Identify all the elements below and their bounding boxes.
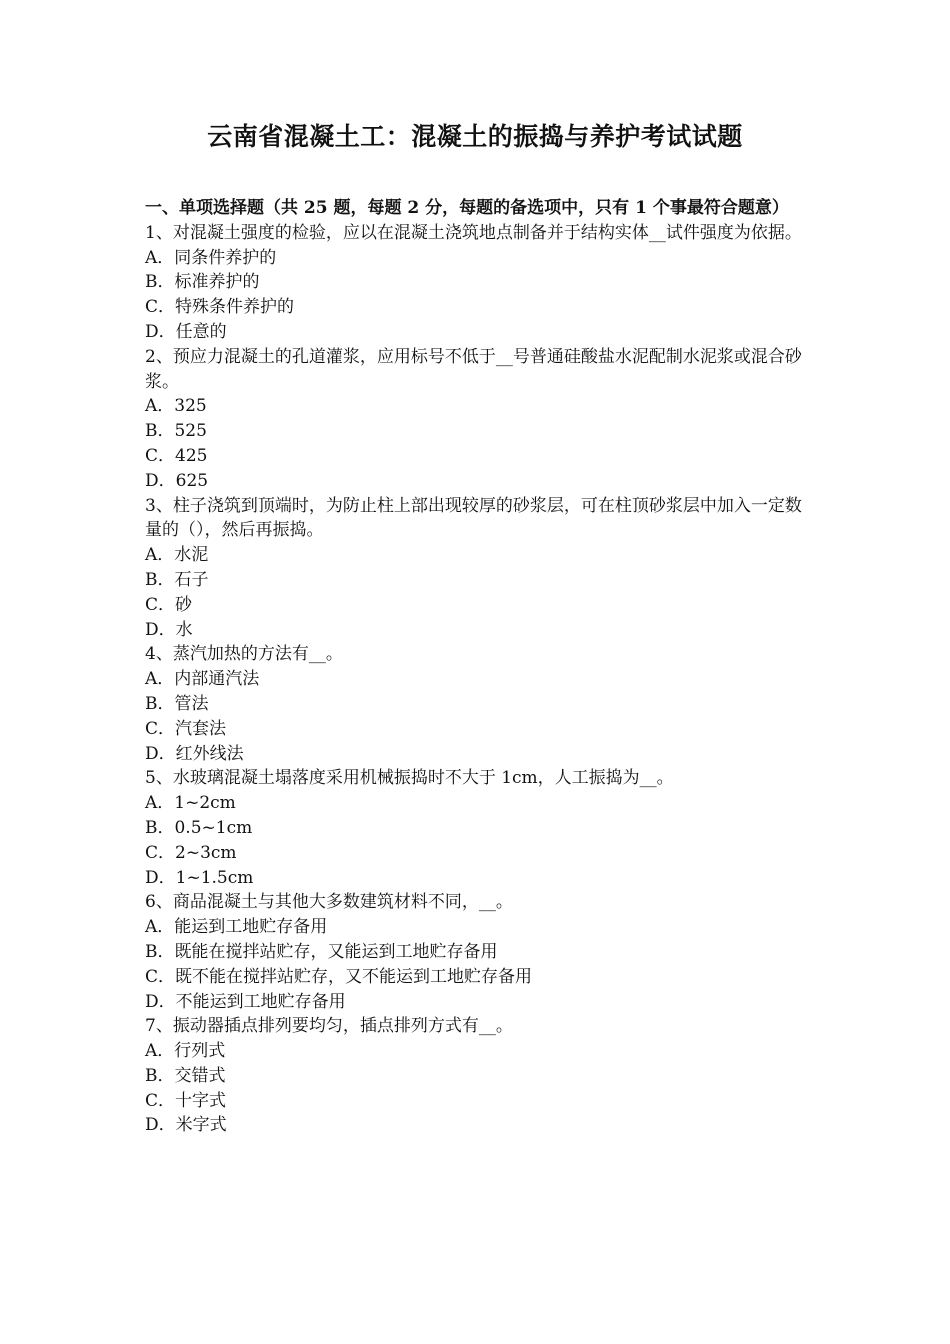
- option-b: B．0.5~1cm: [145, 817, 253, 838]
- option-c: C．既不能在搅拌站贮存，又不能运到工地贮存备用: [145, 966, 533, 987]
- question-text: 5、水玻璃混凝土塌落度采用机械振捣时不大于 1cm，人工振捣为__。: [145, 768, 674, 789]
- option-d: D．水: [145, 619, 193, 640]
- option-b: B．标准养护的: [145, 272, 260, 293]
- question-text: 6、商品混凝土与其他大多数建筑材料不同，__。: [145, 892, 513, 913]
- option-b: B．交错式: [145, 1065, 226, 1086]
- option-c: C．汽套法: [145, 718, 227, 739]
- section-heading: 一、单项选择题（共 25 题，每题 2 分，每题的备选项中，只有 1 个事最符合题意）: [145, 198, 789, 218]
- option-c: C．2~3cm: [145, 842, 237, 863]
- question-5: [145, 766, 810, 890]
- option-a: A．行列式: [145, 1041, 226, 1062]
- option-b: B．管法: [145, 693, 209, 714]
- option-c: C．砂: [145, 594, 193, 615]
- option-b: B．525: [145, 421, 207, 442]
- option-d: D．米字式: [145, 1115, 227, 1136]
- question-text: 3、柱子浇筑到顶端时，为防止柱上部出现较厚的砂浆层，可在柱顶砂浆层中加入一定数量的（），然后再振捣。: [145, 495, 802, 541]
- question-2: [145, 345, 810, 494]
- exam-content: [145, 196, 810, 1138]
- option-a: A．内部通汽法: [145, 669, 260, 690]
- option-d: D．1~1.5cm: [145, 867, 254, 888]
- question-text: 4、蒸汽加热的方法有__。: [145, 644, 343, 665]
- option-d: D．任意的: [145, 321, 227, 342]
- question-6: [145, 890, 810, 1014]
- option-c: C．425: [145, 445, 208, 466]
- option-c: C．特殊条件养护的: [145, 297, 295, 318]
- option-a: A．325: [145, 396, 207, 417]
- option-a: A．同条件养护的: [145, 247, 277, 268]
- option-d: D．红外线法: [145, 743, 244, 764]
- option-c: C．十字式: [145, 1090, 227, 1111]
- question-4: [145, 642, 810, 766]
- question-1: [145, 221, 810, 345]
- option-b: B．石子: [145, 569, 209, 590]
- question-3: [145, 494, 810, 643]
- option-a: A．1~2cm: [145, 793, 236, 814]
- page-title: 云南省混凝土工：混凝土的振捣与养护考试试题: [207, 122, 743, 151]
- option-d: D．不能运到工地贮存备用: [145, 991, 346, 1012]
- question-text: 1、对混凝土强度的检验，应以在混凝土浇筑地点制备并于结构实体__试件强度为依据。: [145, 222, 802, 243]
- question-text: 7、振动器插点排列要均匀，插点排列方式有__。: [145, 1016, 513, 1037]
- option-a: A．能运到工地贮存备用: [145, 917, 328, 938]
- option-a: A．水泥: [145, 545, 209, 566]
- option-d: D．625: [145, 470, 209, 491]
- question-text: 2、预应力混凝土的孔道灌浆，应用标号不低于__号普通硅酸盐水泥配制水泥浆或混合砂浆。: [145, 346, 802, 392]
- option-b: B．既能在搅拌站贮存，又能运到工地贮存备用: [145, 941, 498, 962]
- question-7: [145, 1014, 810, 1138]
